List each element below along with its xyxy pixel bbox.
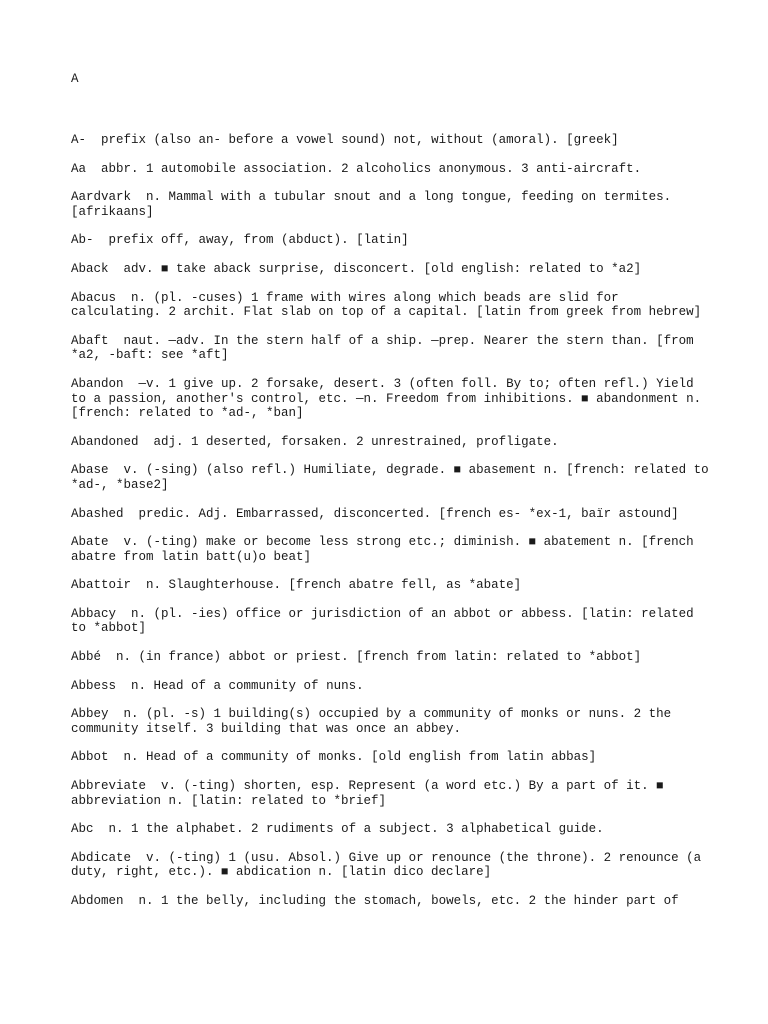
entry-separator — [139, 435, 154, 449]
entry-separator — [124, 377, 139, 391]
entry-headword: Abbreviate — [71, 779, 147, 794]
entry-headword: Abashed — [71, 506, 124, 521]
entry-headword: Abdicate — [71, 850, 132, 865]
dictionary-entry — [71, 707, 711, 736]
entry-headword: Abaft — [71, 333, 109, 348]
entry-headword: Abbot — [71, 750, 109, 765]
entry-headword: Aa — [71, 161, 87, 176]
entry-definition: adv. ■ take aback surprise, disconcert. [old english: related to *a2] — [123, 261, 642, 276]
dictionary-entry — [71, 291, 711, 320]
dictionary-entry — [71, 190, 711, 219]
entry-definition: v. (-ting) shorten, esp. Represent (a word etc.) By a part of it. ■ abbreviation n. [latin: related to *brief] — [71, 779, 664, 808]
entry-definition: prefix off, away, from (abduct). [latin] — [108, 233, 409, 248]
entry-separator — [109, 334, 124, 348]
dictionary-entry — [71, 822, 711, 837]
entry-headword: Abate — [71, 535, 109, 550]
entry-separator — [131, 851, 146, 865]
entry-definition: n. (pl. -s) 1 building(s) occupied by a community of monks or nuns. 2 the community itself. 3 building that was once an abbey. — [71, 707, 672, 736]
dictionary-page — [71, 72, 711, 923]
entry-headword: Abc — [71, 822, 94, 837]
entry-separator — [94, 822, 109, 836]
entry-headword: Abdomen — [71, 894, 124, 908]
entry-separator — [146, 779, 161, 793]
dictionary-entry — [71, 377, 711, 421]
dictionary-entry — [71, 650, 711, 665]
entry-separator — [109, 750, 124, 764]
entry-definition: n. (pl. -cuses) 1 frame with wires along which beads are slid for calculating. 2 archit. Flat slab on top of a capital. [latin from greek from hebrew] — [71, 290, 702, 320]
entry-definition: v. (-ting) 1 (usu. Absol.) Give up or renounce (the throne). 2 renounce (a duty, right, etc.). ■ abdication n. [latin dico declare] — [71, 850, 702, 880]
entry-definition: abbr. 1 automobile association. 2 alcoholics anonymous. 3 anti-aircraft. — [101, 161, 642, 176]
entry-separator — [116, 679, 131, 693]
dictionary-entry — [71, 750, 711, 765]
entry-headword: Ab- — [71, 233, 94, 248]
entry-separator — [109, 262, 124, 276]
dictionary-entry — [71, 679, 711, 694]
dictionary-entry — [71, 262, 711, 277]
entry-headword: A- — [71, 133, 87, 147]
entry-headword: Aback — [71, 261, 109, 276]
entry-headword: Abbey — [71, 707, 109, 722]
entry-definition: n. (pl. -ies) office or jurisdiction of an abbot or abbess. [latin: related to *abbot] — [71, 606, 694, 636]
dictionary-entry — [71, 894, 711, 909]
entry-separator — [86, 133, 101, 147]
entry-definition: v. (-sing) (also refl.) Humiliate, degrade. ■ abasement n. [french: related to *ad-, *base2] — [71, 463, 709, 492]
entry-definition: —v. 1 give up. 2 forsake, desert. 3 (often foll. By to; often refl.) Yield to a passion, another's control, etc. —n. Freedom from inhibitions. ■ abandonment n. [french: related to *ad-, *ban] — [71, 376, 702, 421]
entry-definition: n. Slaughterhouse. [french abatre fell, as *abate] — [146, 578, 522, 593]
entry-definition: n. Mammal with a tubular snout and a long tongue, feeding on termites. [afrikaans] — [71, 190, 672, 219]
dictionary-entry — [71, 779, 711, 808]
entry-separator — [124, 894, 139, 908]
dictionary-entry — [71, 435, 711, 450]
entry-definition: prefix (also an- before a vowel sound) not, without (amoral). [greek] — [101, 133, 619, 147]
entry-definition: n. 1 the belly, including the stomach, bowels, etc. 2 the hinder part of — [138, 894, 679, 908]
entry-definition: n. (in france) abbot or priest. [french from latin: related to *abbot] — [116, 650, 642, 665]
dictionary-entry — [71, 334, 711, 363]
dictionary-entry — [71, 162, 711, 177]
entry-headword: Aardvark — [71, 190, 132, 205]
entry-separator — [109, 707, 124, 721]
dictionary-entry — [71, 851, 711, 880]
entry-headword: Abase — [71, 463, 109, 478]
entry-headword: Abandoned — [71, 434, 139, 449]
dictionary-entry — [71, 535, 711, 564]
entry-definition: predic. Adj. Embarrassed, disconcerted. [french es- *ex-1, baïr astound] — [138, 506, 679, 521]
entry-headword: Abbess — [71, 678, 117, 693]
entry-separator — [116, 291, 131, 305]
letter-heading: A — [71, 72, 79, 86]
entry-headword: Abattoir — [71, 578, 132, 593]
entry-separator — [109, 535, 124, 549]
dictionary-entry — [71, 507, 711, 522]
entry-separator — [86, 162, 101, 176]
entry-separator — [94, 233, 109, 247]
dictionary-entry — [71, 463, 711, 492]
entry-definition: n. Head of a community of monks. [old english from latin abbas] — [123, 750, 597, 765]
entry-separator — [131, 190, 146, 204]
dictionary-entry — [71, 578, 711, 593]
entry-separator — [131, 578, 146, 592]
entry-separator — [124, 507, 139, 521]
entry-separator — [109, 463, 124, 477]
entry-definition: naut. —adv. In the stern half of a ship. —prep. Nearer the stern than. [from *a2, -baft: see *aft] — [71, 333, 694, 363]
entry-definition: n. Head of a community of nuns. — [131, 678, 364, 693]
entry-list — [71, 133, 711, 909]
entry-separator — [116, 607, 131, 621]
entry-headword: Abbacy — [71, 606, 117, 621]
dictionary-entry — [71, 607, 711, 636]
entry-headword: Abacus — [71, 290, 117, 305]
entry-headword: Abandon — [71, 376, 124, 391]
entry-definition: n. 1 the alphabet. 2 rudiments of a subject. 3 alphabetical guide. — [108, 822, 604, 837]
entry-separator — [101, 650, 116, 664]
entry-definition: v. (-ting) make or become less strong etc.; diminish. ■ abatement n. [french abatre from latin batt(u)o beat] — [71, 535, 694, 564]
dictionary-entry — [71, 133, 711, 148]
entry-headword: Abbé — [71, 650, 102, 665]
entry-definition: adj. 1 deserted, forsaken. 2 unrestrained, profligate. — [153, 434, 559, 449]
dictionary-entry — [71, 233, 711, 248]
